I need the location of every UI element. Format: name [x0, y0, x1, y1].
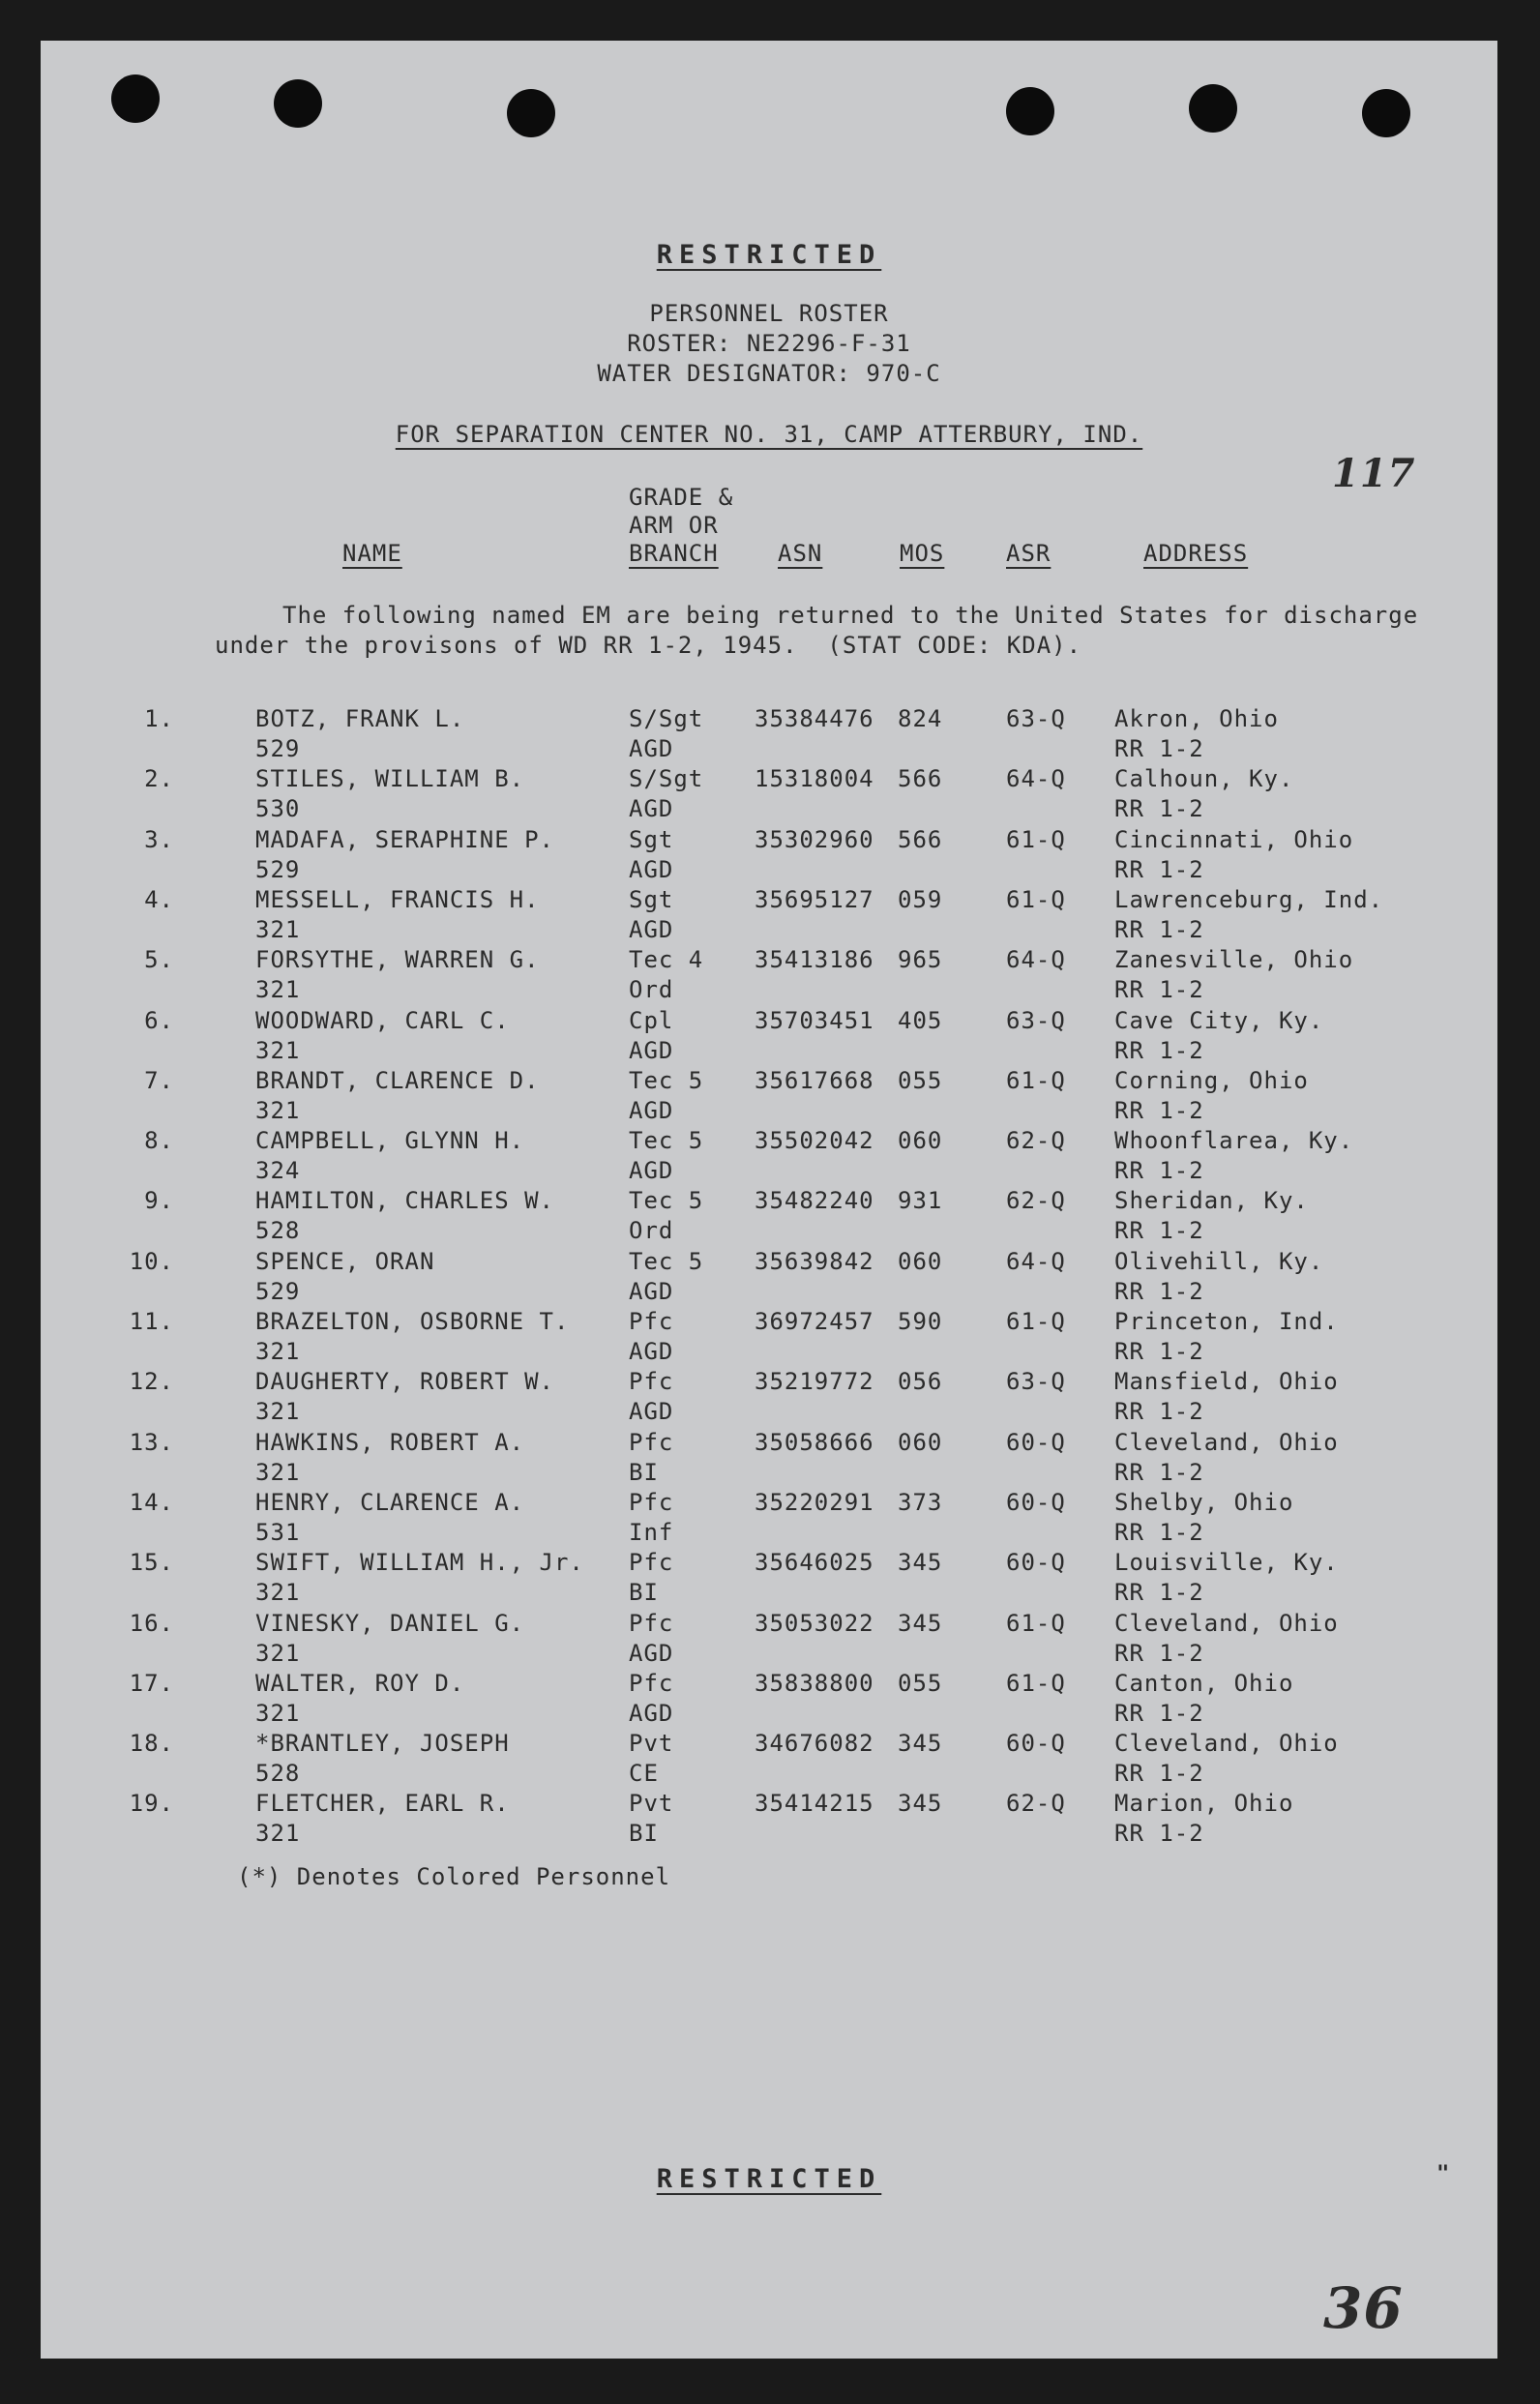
table-row	[41, 1007, 1497, 1067]
row-name: FLETCHER, EARL R.	[255, 1790, 510, 1818]
row-asn: 35502042	[755, 1127, 874, 1155]
row-asn: 35384476	[755, 705, 874, 732]
row-branch: Ord	[629, 976, 674, 1004]
row-branch: AGD	[629, 855, 674, 883]
row-code: 321	[255, 1096, 301, 1124]
row-asr: 62-Q	[1006, 1790, 1066, 1818]
row-asn: 35413186	[755, 946, 874, 974]
table-row	[41, 1489, 1497, 1549]
row-asn: 35219772	[755, 1368, 874, 1396]
row-mos: 405	[898, 1006, 943, 1034]
row-asn: 35220291	[755, 1488, 874, 1516]
punch-hole	[274, 79, 322, 128]
roster-number: ROSTER: NE2296-F-31	[627, 330, 911, 357]
row-mos: 059	[898, 885, 943, 913]
row-asn: 35058666	[755, 1428, 874, 1456]
row-rr: RR 1-2	[1114, 1639, 1204, 1667]
row-branch: CE	[629, 1760, 659, 1788]
row-number: 12.	[129, 1368, 174, 1396]
row-address: Marion, Ohio	[1114, 1790, 1294, 1818]
table-row	[41, 826, 1497, 886]
row-code: 530	[255, 795, 301, 823]
row-grade: Pfc	[629, 1368, 674, 1396]
asr-column-header: ASR	[1006, 540, 1051, 567]
row-mos: 931	[898, 1187, 943, 1215]
row-branch: AGD	[629, 1036, 674, 1064]
row-grade: Pfc	[629, 1308, 674, 1335]
table-row	[41, 886, 1497, 946]
row-rr: RR 1-2	[1114, 1398, 1204, 1426]
row-mos: 566	[898, 825, 943, 853]
row-grade: Tec 5	[629, 1066, 704, 1094]
row-mos: 060	[898, 1127, 943, 1155]
row-asn: 35695127	[755, 885, 874, 913]
row-rr: RR 1-2	[1114, 1036, 1204, 1064]
row-grade: Pfc	[629, 1428, 674, 1456]
row-rr: RR 1-2	[1114, 1096, 1204, 1124]
row-asr: 62-Q	[1006, 1187, 1066, 1215]
restricted-footer: RESTRICTED	[656, 2164, 882, 2194]
row-number: 10.	[129, 1247, 174, 1275]
row-address: Cleveland, Ohio	[1114, 1609, 1339, 1637]
row-branch: AGD	[629, 795, 674, 823]
row-mos: 566	[898, 765, 943, 793]
row-address: Akron, Ohio	[1114, 705, 1279, 732]
row-branch: AGD	[629, 915, 674, 943]
row-address: Lawrenceburg, Ind.	[1114, 885, 1384, 913]
table-row	[41, 1429, 1497, 1489]
intro-line-2: under the provisons of WD RR 1-2, 1945. (STAT CODE: KDA).	[215, 632, 1082, 659]
row-branch: BI	[629, 1820, 659, 1848]
row-grade: Tec 4	[629, 946, 704, 974]
row-grade: Sgt	[629, 885, 674, 913]
handwritten-page-number: 36	[1323, 2275, 1404, 2341]
row-name: CAMPBELL, GLYNN H.	[255, 1127, 525, 1155]
row-mos: 345	[898, 1609, 943, 1637]
table-row	[41, 1248, 1497, 1308]
row-rr: RR 1-2	[1114, 1518, 1204, 1546]
table-row	[41, 1730, 1497, 1790]
row-asr: 61-Q	[1006, 1669, 1066, 1697]
row-name: SWIFT, WILLIAM H., Jr.	[255, 1549, 584, 1577]
table-row	[41, 1790, 1497, 1850]
row-asr: 61-Q	[1006, 1066, 1066, 1094]
row-mos: 055	[898, 1066, 943, 1094]
row-number: 6.	[144, 1006, 174, 1034]
footnote: (*) Denotes Colored Personnel	[237, 1863, 671, 1890]
punch-hole	[111, 74, 160, 123]
punch-hole	[1362, 89, 1410, 137]
grade-header-line3: BRANCH	[629, 540, 719, 567]
row-code: 321	[255, 1820, 301, 1848]
row-number: 4.	[144, 885, 174, 913]
row-grade: Pvt	[629, 1730, 674, 1758]
row-rr: RR 1-2	[1114, 1277, 1204, 1305]
row-asr: 61-Q	[1006, 885, 1066, 913]
row-grade: Tec 5	[629, 1247, 704, 1275]
row-number: 16.	[129, 1609, 174, 1637]
row-mos: 824	[898, 705, 943, 732]
row-asr: 60-Q	[1006, 1428, 1066, 1456]
row-code: 321	[255, 915, 301, 943]
row-number: 14.	[129, 1488, 174, 1516]
row-code: 321	[255, 1699, 301, 1727]
row-grade: Pvt	[629, 1790, 674, 1818]
row-name: *BRANTLEY, JOSEPH	[255, 1730, 510, 1758]
row-mos: 345	[898, 1549, 943, 1577]
row-asr: 61-Q	[1006, 825, 1066, 853]
row-name: BRAZELTON, OSBORNE T.	[255, 1308, 570, 1335]
row-number: 2.	[144, 765, 174, 793]
row-rr: RR 1-2	[1114, 1760, 1204, 1788]
row-grade: Pfc	[629, 1549, 674, 1577]
row-name: FORSYTHE, WARREN G.	[255, 946, 540, 974]
row-asn: 35639842	[755, 1247, 874, 1275]
table-row	[41, 765, 1497, 825]
row-branch: AGD	[629, 1096, 674, 1124]
row-asr: 64-Q	[1006, 765, 1066, 793]
row-rr: RR 1-2	[1114, 735, 1204, 762]
row-rr: RR 1-2	[1114, 915, 1204, 943]
punch-hole	[1189, 84, 1237, 133]
row-name: WOODWARD, CARL C.	[255, 1006, 510, 1034]
row-code: 529	[255, 855, 301, 883]
row-name: HENRY, CLARENCE A.	[255, 1488, 525, 1516]
row-asr: 60-Q	[1006, 1549, 1066, 1577]
page-number: 117	[1332, 451, 1416, 496]
row-address: Cave City, Ky.	[1114, 1006, 1324, 1034]
row-asr: 63-Q	[1006, 705, 1066, 732]
row-code: 321	[255, 1639, 301, 1667]
row-code: 531	[255, 1518, 301, 1546]
row-name: HAMILTON, CHARLES W.	[255, 1187, 554, 1215]
row-code: 321	[255, 1458, 301, 1486]
row-name: VINESKY, DANIEL G.	[255, 1609, 525, 1637]
row-rr: RR 1-2	[1114, 1217, 1204, 1245]
table-row	[41, 1067, 1497, 1127]
row-name: MADAFA, SERAPHINE P.	[255, 825, 554, 853]
row-grade: Sgt	[629, 825, 674, 853]
row-asr: 64-Q	[1006, 1247, 1066, 1275]
table-row	[41, 1670, 1497, 1730]
row-number: 13.	[129, 1428, 174, 1456]
row-number: 1.	[144, 705, 174, 732]
row-branch: AGD	[629, 1699, 674, 1727]
grade-header-line1: GRADE &	[629, 484, 734, 511]
table-row	[41, 1549, 1497, 1609]
row-branch: AGD	[629, 1277, 674, 1305]
row-grade: Tec 5	[629, 1127, 704, 1155]
row-rr: RR 1-2	[1114, 1458, 1204, 1486]
table-row	[41, 1368, 1497, 1428]
row-number: 5.	[144, 946, 174, 974]
row-rr: RR 1-2	[1114, 1579, 1204, 1607]
row-name: DAUGHERTY, ROBERT W.	[255, 1368, 554, 1396]
row-address: Cleveland, Ohio	[1114, 1730, 1339, 1758]
row-code: 529	[255, 735, 301, 762]
row-asn: 34676082	[755, 1730, 874, 1758]
row-number: 8.	[144, 1127, 174, 1155]
punch-hole	[507, 89, 555, 137]
row-rr: RR 1-2	[1114, 795, 1204, 823]
row-asn: 35703451	[755, 1006, 874, 1034]
row-name: HAWKINS, ROBERT A.	[255, 1428, 525, 1456]
row-mos: 345	[898, 1790, 943, 1818]
name-column-header: NAME	[342, 540, 402, 567]
row-mos: 373	[898, 1488, 943, 1516]
row-address: Olivehill, Ky.	[1114, 1247, 1324, 1275]
row-code: 528	[255, 1760, 301, 1788]
punch-hole	[1006, 87, 1054, 135]
row-number: 19.	[129, 1790, 174, 1818]
row-code: 321	[255, 976, 301, 1004]
row-asr: 60-Q	[1006, 1488, 1066, 1516]
row-code: 321	[255, 1398, 301, 1426]
row-mos: 060	[898, 1247, 943, 1275]
row-address: Princeton, Ind.	[1114, 1308, 1339, 1335]
row-number: 17.	[129, 1669, 174, 1697]
row-code: 321	[255, 1579, 301, 1607]
table-row	[41, 1187, 1497, 1247]
table-row	[41, 1127, 1497, 1187]
row-rr: RR 1-2	[1114, 1699, 1204, 1727]
row-address: Shelby, Ohio	[1114, 1488, 1294, 1516]
row-name: WALTER, ROY D.	[255, 1669, 465, 1697]
address-column-header: ADDRESS	[1143, 540, 1249, 567]
row-rr: RR 1-2	[1114, 976, 1204, 1004]
row-branch: AGD	[629, 1157, 674, 1185]
row-asn: 35646025	[755, 1549, 874, 1577]
row-branch: AGD	[629, 1398, 674, 1426]
row-code: 321	[255, 1338, 301, 1365]
row-grade: Cpl	[629, 1006, 674, 1034]
row-address: Calhoun, Ky.	[1114, 765, 1294, 793]
row-grade: Tec 5	[629, 1187, 704, 1215]
row-branch: AGD	[629, 735, 674, 762]
row-mos: 965	[898, 946, 943, 974]
row-name: SPENCE, ORAN	[255, 1247, 435, 1275]
row-name: BRANDT, CLARENCE D.	[255, 1066, 540, 1094]
row-address: Corning, Ohio	[1114, 1066, 1309, 1094]
row-asn: 35617668	[755, 1066, 874, 1094]
row-asn: 15318004	[755, 765, 874, 793]
row-mos: 590	[898, 1308, 943, 1335]
table-row	[41, 1308, 1497, 1368]
row-number: 18.	[129, 1730, 174, 1758]
row-address: Cleveland, Ohio	[1114, 1428, 1339, 1456]
row-asr: 61-Q	[1006, 1609, 1066, 1637]
row-address: Cincinnati, Ohio	[1114, 825, 1354, 853]
roster-title: PERSONNEL ROSTER	[649, 300, 889, 327]
row-asn: 35482240	[755, 1187, 874, 1215]
row-code: 529	[255, 1277, 301, 1305]
row-grade: Pfc	[629, 1669, 674, 1697]
row-branch: AGD	[629, 1338, 674, 1365]
document-page	[41, 41, 1497, 2359]
row-rr: RR 1-2	[1114, 1157, 1204, 1185]
row-code: 324	[255, 1157, 301, 1185]
row-branch: Inf	[629, 1518, 674, 1546]
row-asr: 64-Q	[1006, 946, 1066, 974]
row-mos: 060	[898, 1428, 943, 1456]
row-address: Whoonflarea, Ky.	[1114, 1127, 1354, 1155]
row-branch: BI	[629, 1579, 659, 1607]
row-branch: BI	[629, 1458, 659, 1486]
row-rr: RR 1-2	[1114, 1820, 1204, 1848]
row-mos: 055	[898, 1669, 943, 1697]
row-address: Mansfield, Ohio	[1114, 1368, 1339, 1396]
row-asn: 35838800	[755, 1669, 874, 1697]
row-name: STILES, WILLIAM B.	[255, 765, 525, 793]
row-asn: 35302960	[755, 825, 874, 853]
row-mos: 345	[898, 1730, 943, 1758]
row-asr: 63-Q	[1006, 1006, 1066, 1034]
destination-line: FOR SEPARATION CENTER NO. 31, CAMP ATTERBURY, IND.	[395, 421, 1143, 448]
row-number: 15.	[129, 1549, 174, 1577]
intro-line-1: The following named EM are being returned to the United States for discharge	[282, 602, 1419, 629]
row-asn: 35053022	[755, 1609, 874, 1637]
row-rr: RR 1-2	[1114, 855, 1204, 883]
row-number: 9.	[144, 1187, 174, 1215]
row-branch: Ord	[629, 1217, 674, 1245]
row-asn: 35414215	[755, 1790, 874, 1818]
row-rr: RR 1-2	[1114, 1338, 1204, 1365]
row-grade: S/Sgt	[629, 705, 704, 732]
row-asr: 63-Q	[1006, 1368, 1066, 1396]
row-code: 528	[255, 1217, 301, 1245]
table-row	[41, 705, 1497, 765]
row-number: 3.	[144, 825, 174, 853]
row-address: Canton, Ohio	[1114, 1669, 1294, 1697]
restricted-header: RESTRICTED	[656, 240, 882, 270]
row-name: BOTZ, FRANK L.	[255, 705, 465, 732]
row-branch: AGD	[629, 1639, 674, 1667]
row-mos: 056	[898, 1368, 943, 1396]
row-grade: Pfc	[629, 1488, 674, 1516]
row-asr: 61-Q	[1006, 1308, 1066, 1335]
row-number: 7.	[144, 1066, 174, 1094]
row-grade: S/Sgt	[629, 765, 704, 793]
row-address: Zanesville, Ohio	[1114, 946, 1354, 974]
row-address: Louisville, Ky.	[1114, 1549, 1339, 1577]
water-designator: WATER DESIGNATOR: 970-C	[597, 360, 941, 387]
row-asn: 36972457	[755, 1308, 874, 1335]
corner-mark: "	[1436, 2162, 1451, 2186]
table-row	[41, 1610, 1497, 1670]
row-name: MESSELL, FRANCIS H.	[255, 885, 540, 913]
row-address: Sheridan, Ky.	[1114, 1187, 1309, 1215]
grade-header-line2: ARM OR	[629, 512, 719, 539]
row-asr: 62-Q	[1006, 1127, 1066, 1155]
row-number: 11.	[129, 1308, 174, 1335]
row-asr: 60-Q	[1006, 1730, 1066, 1758]
row-grade: Pfc	[629, 1609, 674, 1637]
mos-column-header: MOS	[900, 540, 945, 567]
table-row	[41, 946, 1497, 1006]
row-code: 321	[255, 1036, 301, 1064]
asn-column-header: ASN	[778, 540, 823, 567]
